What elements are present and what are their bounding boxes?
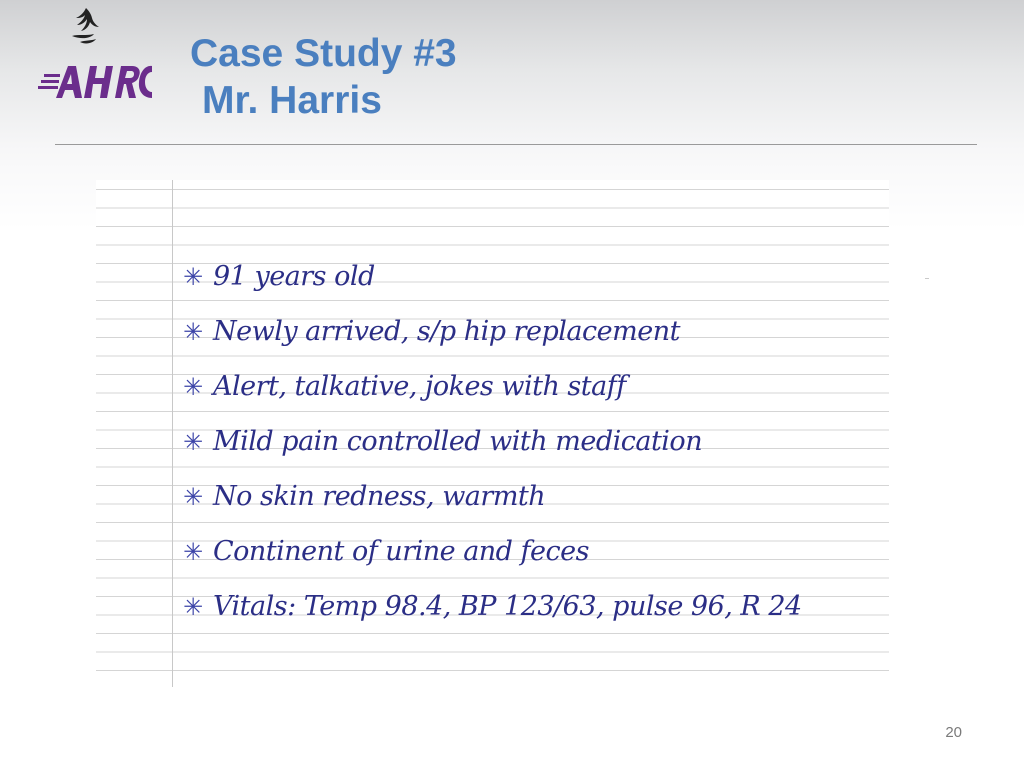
- list-item: [183, 535, 802, 590]
- list-item-text: No skin redness, warmth: [213, 481, 546, 512]
- list-item-text: Alert, talkative, jokes with staff: [213, 371, 626, 402]
- case-notes-list: [183, 260, 802, 645]
- asterisk-icon: ✳: [183, 538, 203, 566]
- page-number: 20: [945, 724, 962, 741]
- asterisk-icon: ✳: [183, 483, 203, 511]
- list-item-text: Continent of urine and feces: [213, 536, 589, 567]
- title-line-2: Mr. Harris: [202, 79, 382, 122]
- decorative-dot: [925, 278, 929, 279]
- ahrq-wordmark-icon: [36, 62, 152, 102]
- list-item: [183, 480, 802, 535]
- list-item: [183, 260, 802, 315]
- asterisk-icon: ✳: [183, 263, 203, 291]
- list-item-text: Mild pain controlled with medication: [213, 426, 703, 457]
- asterisk-icon: ✳: [183, 428, 203, 456]
- list-item: [183, 425, 802, 480]
- asterisk-icon: ✳: [183, 593, 203, 621]
- slide-title: [190, 30, 457, 124]
- list-item: [183, 370, 802, 425]
- hhs-eagle-icon: [66, 6, 106, 48]
- title-line-1: Case Study #3: [190, 32, 457, 75]
- list-item: [183, 590, 802, 645]
- list-item-text: 91 years old: [213, 261, 375, 292]
- list-item-text: Vitals: Temp 98.4, BP 123/63, pulse 96, R 24: [213, 591, 802, 622]
- asterisk-icon: ✳: [183, 373, 203, 401]
- lined-notepaper: [96, 180, 889, 687]
- asterisk-icon: ✳: [183, 318, 203, 346]
- ahrq-logo: [36, 6, 152, 102]
- paper-margin-line: [172, 180, 173, 687]
- list-item: [183, 315, 802, 370]
- header-divider: [55, 144, 977, 145]
- list-item-text: Newly arrived, s/p hip replacement: [213, 316, 680, 347]
